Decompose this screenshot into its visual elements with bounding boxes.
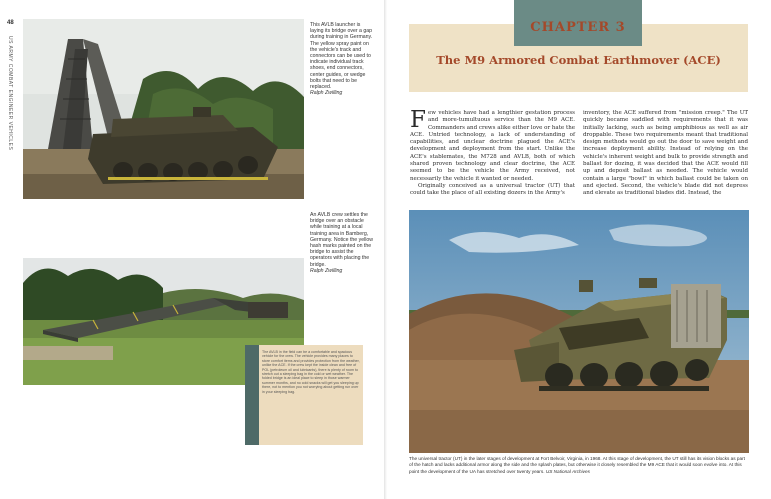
drop-cap: F xyxy=(410,107,426,133)
body-paragraph-1 xyxy=(410,107,575,183)
sidebar-text: The AVLB in the field can be a comfortable and spacious vehicle for the crew. The vehicle provides many places to store comfort items and provides protection from the weather, unlike the ACE. If the crew kept the inside clean and free of POL (petroleum oil and lubricants), there is plenty of room to stretch out a sleeping bag in the cold or wet weather. The folded bridge is an ideal place to sleep in those warmer summer months, and no cold snacks will get you sleeping up there, not to mention you not worrying about getting run over in your sleeping bag. xyxy=(262,350,360,394)
photo-avlb-launching xyxy=(23,19,304,199)
photo-universal-tractor xyxy=(409,210,749,453)
running-head: US ARMY COMBAT ENGINEER VEHICLES xyxy=(7,36,13,151)
caption-bottom xyxy=(310,212,374,274)
page-gutter xyxy=(384,0,387,499)
caption-top-text: This AVLB launcher is laying its bridge over a gap during training in Germany. The yellow spray paint on the vehicle's track and connectors can be used to indicate individual track shoes, end connectors, center guides, or wedge bolts that need to be replaced. xyxy=(310,22,373,91)
body-column-1 xyxy=(410,107,575,198)
body-paragraph-2: Originally conceived as a universal tractor (UT) that could take the place of all existing dozers in the Army's xyxy=(410,182,575,197)
main-photo-caption xyxy=(409,456,749,475)
sidebar-accent-bar xyxy=(245,345,259,445)
caption-top xyxy=(310,22,374,96)
main-photo-caption-text: The universal tractor (UT) in the later stages of development at Fort Belvoir, Virginia, in 1968. At this stage of development, the UT still has its vision blocks as part of the hatch and lacks additional armor along the side and the splash plates, but otherwise it closely resembled the M9 ACE that it would soon evolve into. At this point the development of the UA has stretched over twenty years. xyxy=(409,456,745,474)
body-paragraph-1-text: ew vehicles have had a lengthier gestation process and more-tumultuous service than the M9 ACE. Commanders and crews alike either love or hate the ACE. Untried technology, a lack of understanding of capabilities, and unclear doctrine plagued the ACE's development and deployment from the start. Unlike the ACE's stablemates, the M728 and AVLB, both of which shared proven technology and clear doctrine, the ACE seemed to be the vehicle the Army received, not necessarily the vehicle it wanted or needed. xyxy=(410,110,575,182)
sidebar-box xyxy=(245,345,363,445)
page-number: 48 xyxy=(7,20,14,26)
caption-bottom-text: An AVLB crew settles the bridge over an obstacle while training at a local training area in Bamberg, Germany. Notice the yellow hash marks painted on the bridge to assist the operators with placing the bridge. xyxy=(310,212,374,268)
caption-bottom-credit: Ralph Zwilling xyxy=(310,267,343,274)
caption-top-credit: Ralph Zwilling xyxy=(310,90,343,97)
chapter-title: The M9 Armored Combat Earthmover (ACE) xyxy=(436,53,721,67)
body-column-2: inventory, the ACE suffered from "mission creep." The UT quickly became saddled with requirements that it was initially lacking, such as being amphibious as well as air droppable. These two requirements meant that traditional design methods would go out the door to save weight and increase deployment ability. Instead of relying on the vehicle's inherent weight and bulk to provide strength and ballast for dozing, it was decided that the ACE would fill up and deposit ballast as needed. The vehicle would contain a large "bowl" in which ballast could be taken on and ejected. Second, the vehicle's blade did not depress and elevate as traditional blades did. Instead, the xyxy=(583,110,748,197)
main-photo-credit: US National Archives xyxy=(545,468,590,474)
chapter-label: CHAPTER 3 xyxy=(530,20,626,35)
